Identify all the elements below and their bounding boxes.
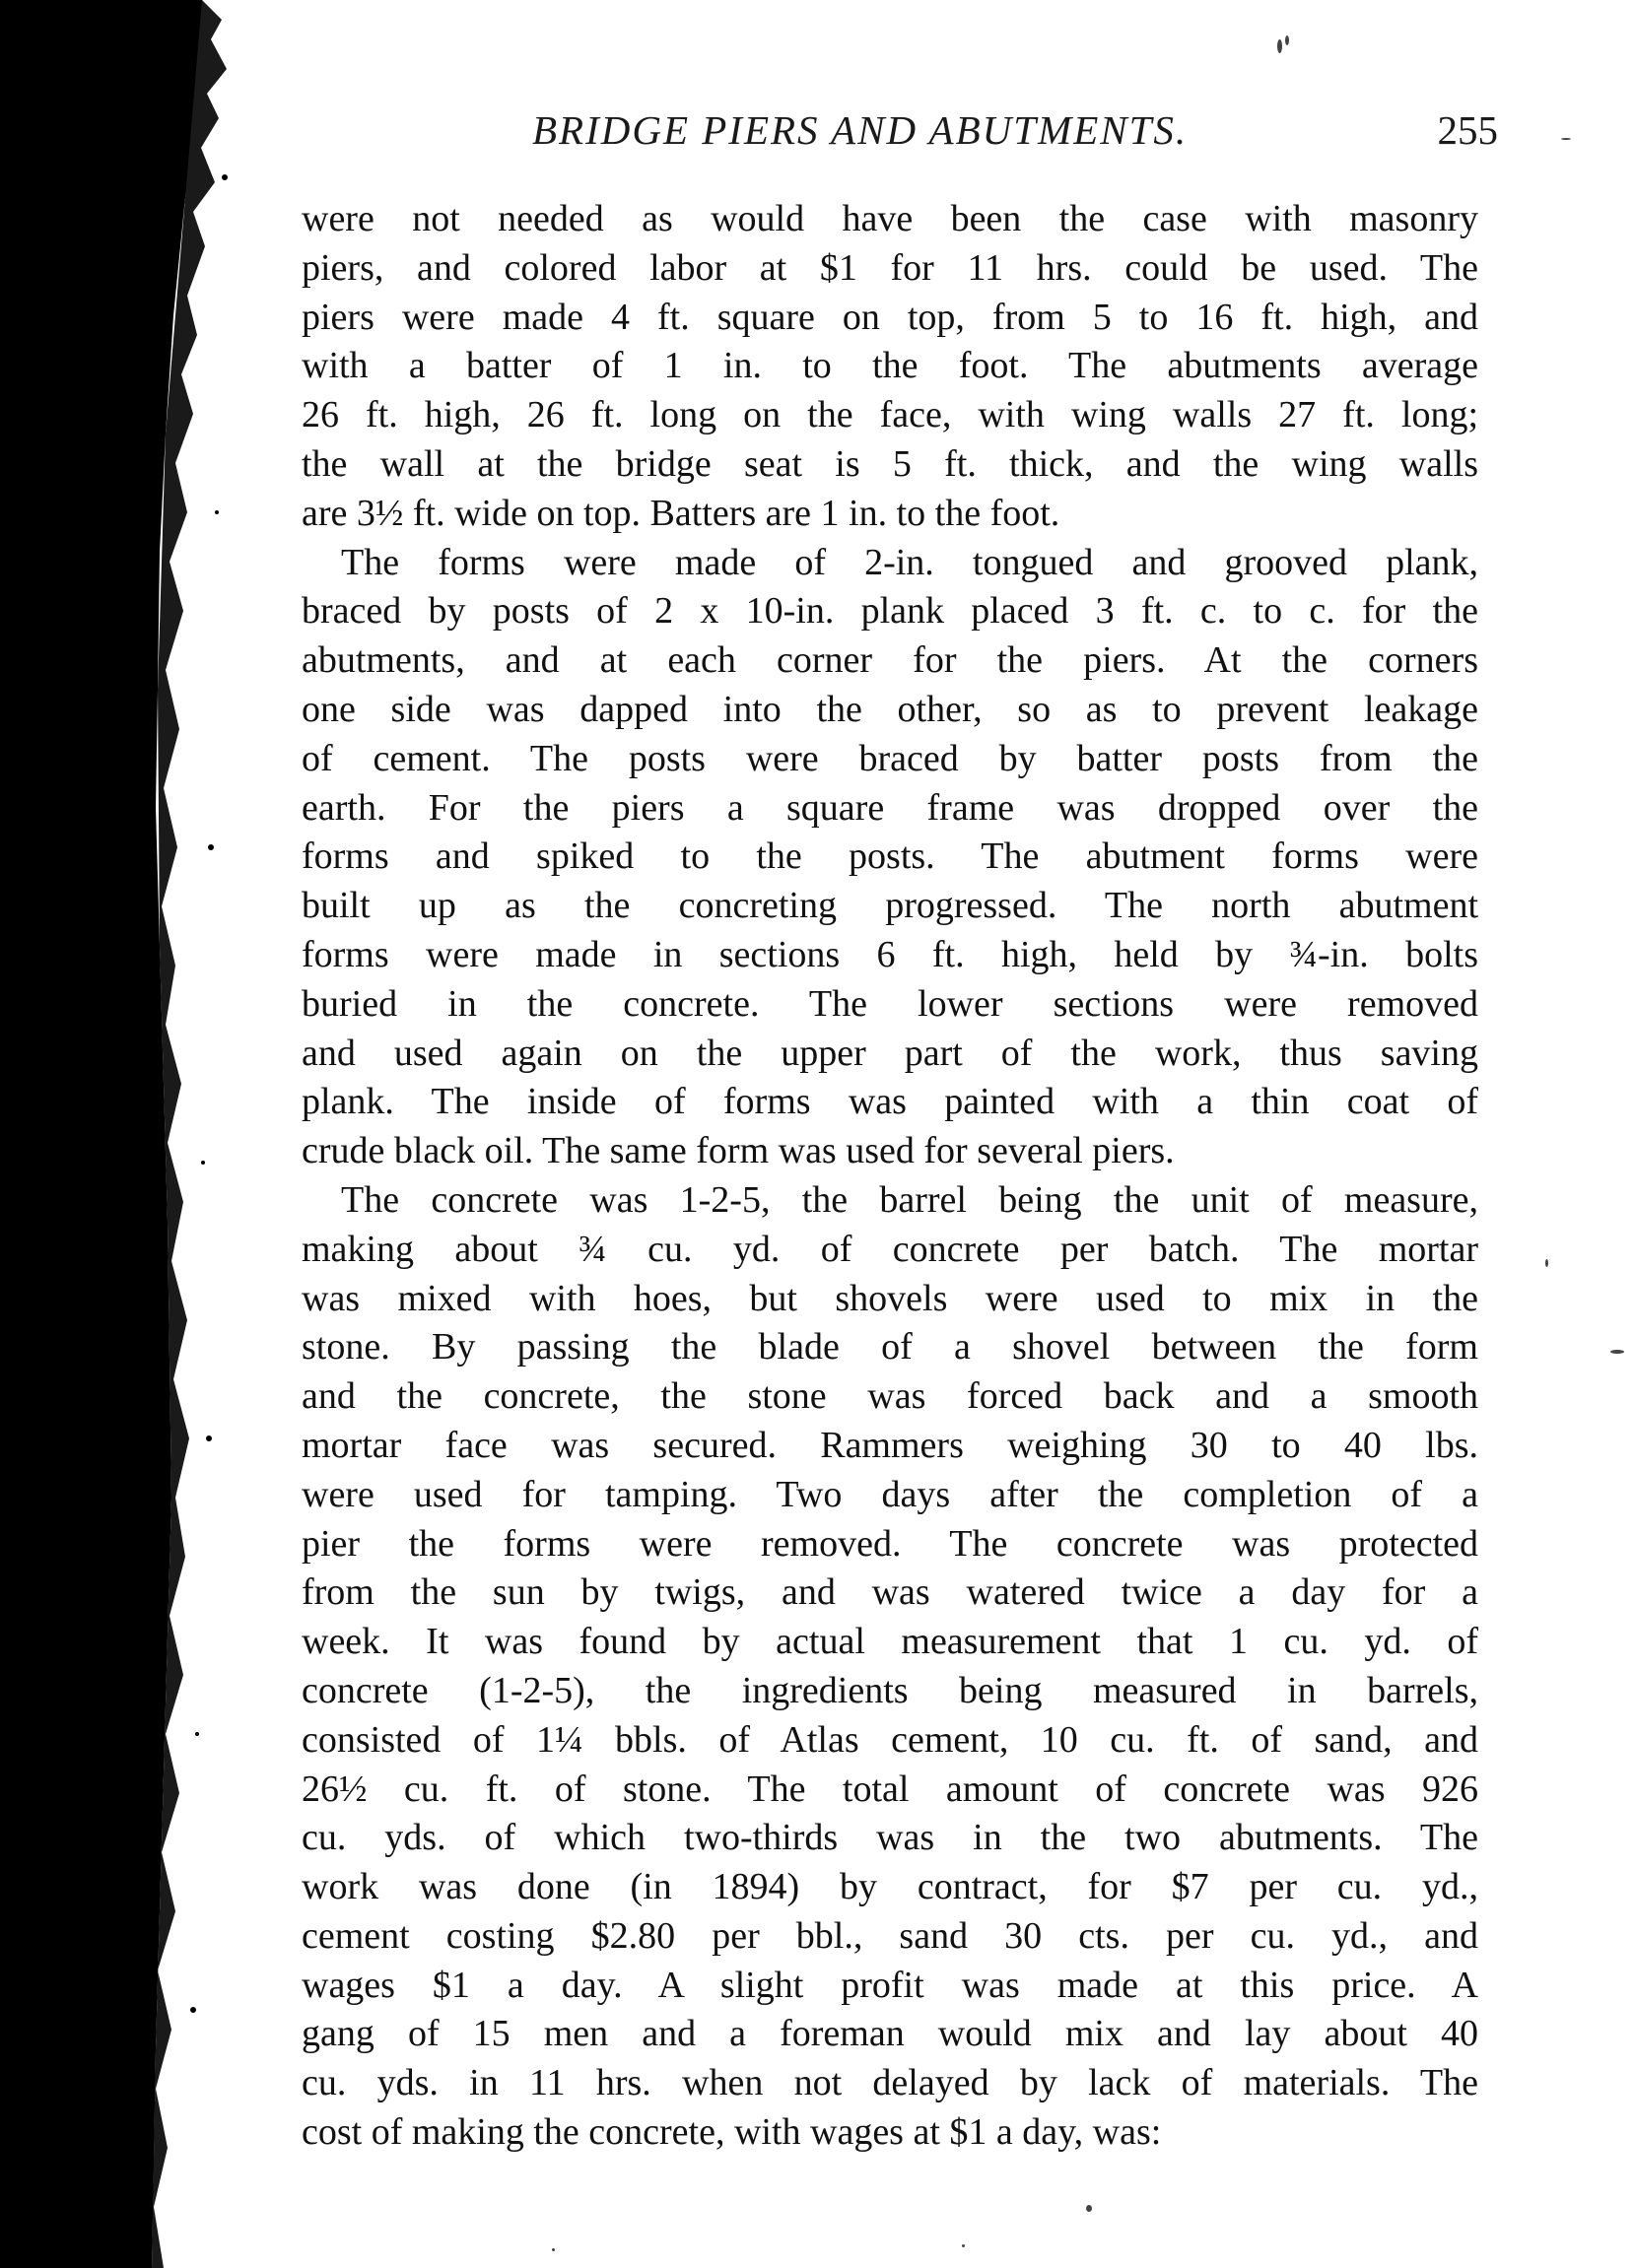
text-line: with a batter of 1 in. to the foot. The abutments average [302,345,1478,387]
text-line: the wall at the bridge seat is 5 ft. thick, and the wing walls [302,442,1478,485]
scan-speck [1610,1350,1624,1354]
text-line: 26½ cu. ft. of stone. The total amount of concrete was 926 [302,1768,1478,1810]
scan-speck [1285,35,1289,45]
text-line: piers were made 4 ft. square on top, from 5 to 16 ft. high, and [302,296,1478,338]
text-line: abutments, and at each corner for the piers. At the corners [302,639,1478,682]
paragraph [302,195,1478,539]
running-title: BRIDGE PIERS AND ABUTMENTS. [532,107,1189,153]
scan-speck [962,2244,965,2247]
text-line: gang of 15 men and a foreman would mix and lay about 40 [302,2013,1478,2055]
text-line: of cement. The posts were braced by batter posts from the [302,737,1478,779]
scanned-binding-shadow [0,0,237,2268]
page-number: 255 [1437,107,1498,153]
text-line: forms were made in sections 6 ft. high, held by ¾-in. bolts [302,933,1478,975]
text-line: were used for tamping. Two days after the completion of a [302,1473,1478,1515]
text-line: from the sun by twigs, and was watered twice a day for a [302,1571,1478,1614]
text-line: week. It was found by actual measurement that 1 cu. yd. of [302,1621,1478,1663]
text-line: wages $1 a day. A slight profit was made at this price. A [302,1964,1478,2006]
text-line: were not needed as would have been the case with masonry [302,198,1478,239]
text-line: cost of making the concrete, with wages at $1 a day, was: [302,2111,1162,2154]
text-line: earth. For the piers a square frame was dropped over the [302,786,1478,829]
scan-speck [1545,1259,1548,1267]
scan-speck [1086,2205,1092,2212]
text-line: buried in the concrete. The lower sections were removed [302,982,1478,1025]
text-line: braced by posts of 2 x 10-in. plank placed 3 ft. c. to c. for the [302,590,1478,633]
text-line: consisted of 1¼ bbls. of Atlas cement, 10 cu. ft. of sand, and [302,1718,1478,1761]
scan-speck [552,2248,555,2251]
text-line: work was done (in 1894) by contract, for $7 per cu. yd., [302,1866,1478,1908]
text-line: one side was dapped into the other, so as to prevent leakage [302,688,1478,730]
text-line: pier the forms were removed. The concrete was protected [302,1522,1478,1565]
text-line: The concrete was 1-2-5, the barrel being the unit of measure, [341,1178,1478,1221]
text-line: 26 ft. high, 26 ft. long on the face, with wing walls 27 ft. long; [302,394,1478,436]
text-line: was mixed with hoes, but shovels were used to mix in the [302,1277,1478,1319]
text-line: are 3½ ft. wide on top. Batters are 1 in. to the foot. [302,492,1060,534]
text-line: and used again on the upper part of the work, thus saving [302,1032,1478,1074]
text-line: making about ¾ cu. yd. of concrete per batch. The mortar [302,1228,1478,1270]
text-line: crude black oil. The same form was used for several piers. [302,1130,1175,1172]
paragraph [302,539,1478,1176]
text-line: forms and spiked to the posts. The abutment forms were [302,835,1478,878]
scan-speck [1277,39,1282,53]
text-line: mortar face was secured. Rammers weighing 30 to 40 lbs. [302,1424,1478,1466]
text-line: stone. By passing the blade of a shovel between the form [302,1326,1478,1368]
text-line: piers, and colored labor at $1 for 11 hrs. could be used. The [302,246,1478,289]
text-line: concrete (1-2-5), the ingredients being measured in barrels, [302,1669,1478,1711]
page-header [296,106,1498,166]
paragraph [302,1176,1478,2158]
body-text [302,195,1478,2158]
text-line: The forms were made of 2-in. tongued and grooved plank, [341,541,1478,583]
scan-speck [1561,138,1571,140]
binding-speckles [190,174,228,2013]
text-line: cement costing $2.80 per bbl., sand 30 cts. per cu. yd., and [302,1914,1478,1957]
text-line: and the concrete, the stone was forced back and a smooth [302,1375,1478,1418]
text-line: plank. The inside of forms was painted with a thin coat of [302,1081,1478,1123]
text-line: built up as the concreting progressed. The north abutment [302,885,1478,927]
text-line: cu. yds. in 11 hrs. when not delayed by lack of materials. The [302,2062,1478,2104]
text-line: cu. yds. of which two-thirds was in the two abutments. The [302,1817,1478,1859]
